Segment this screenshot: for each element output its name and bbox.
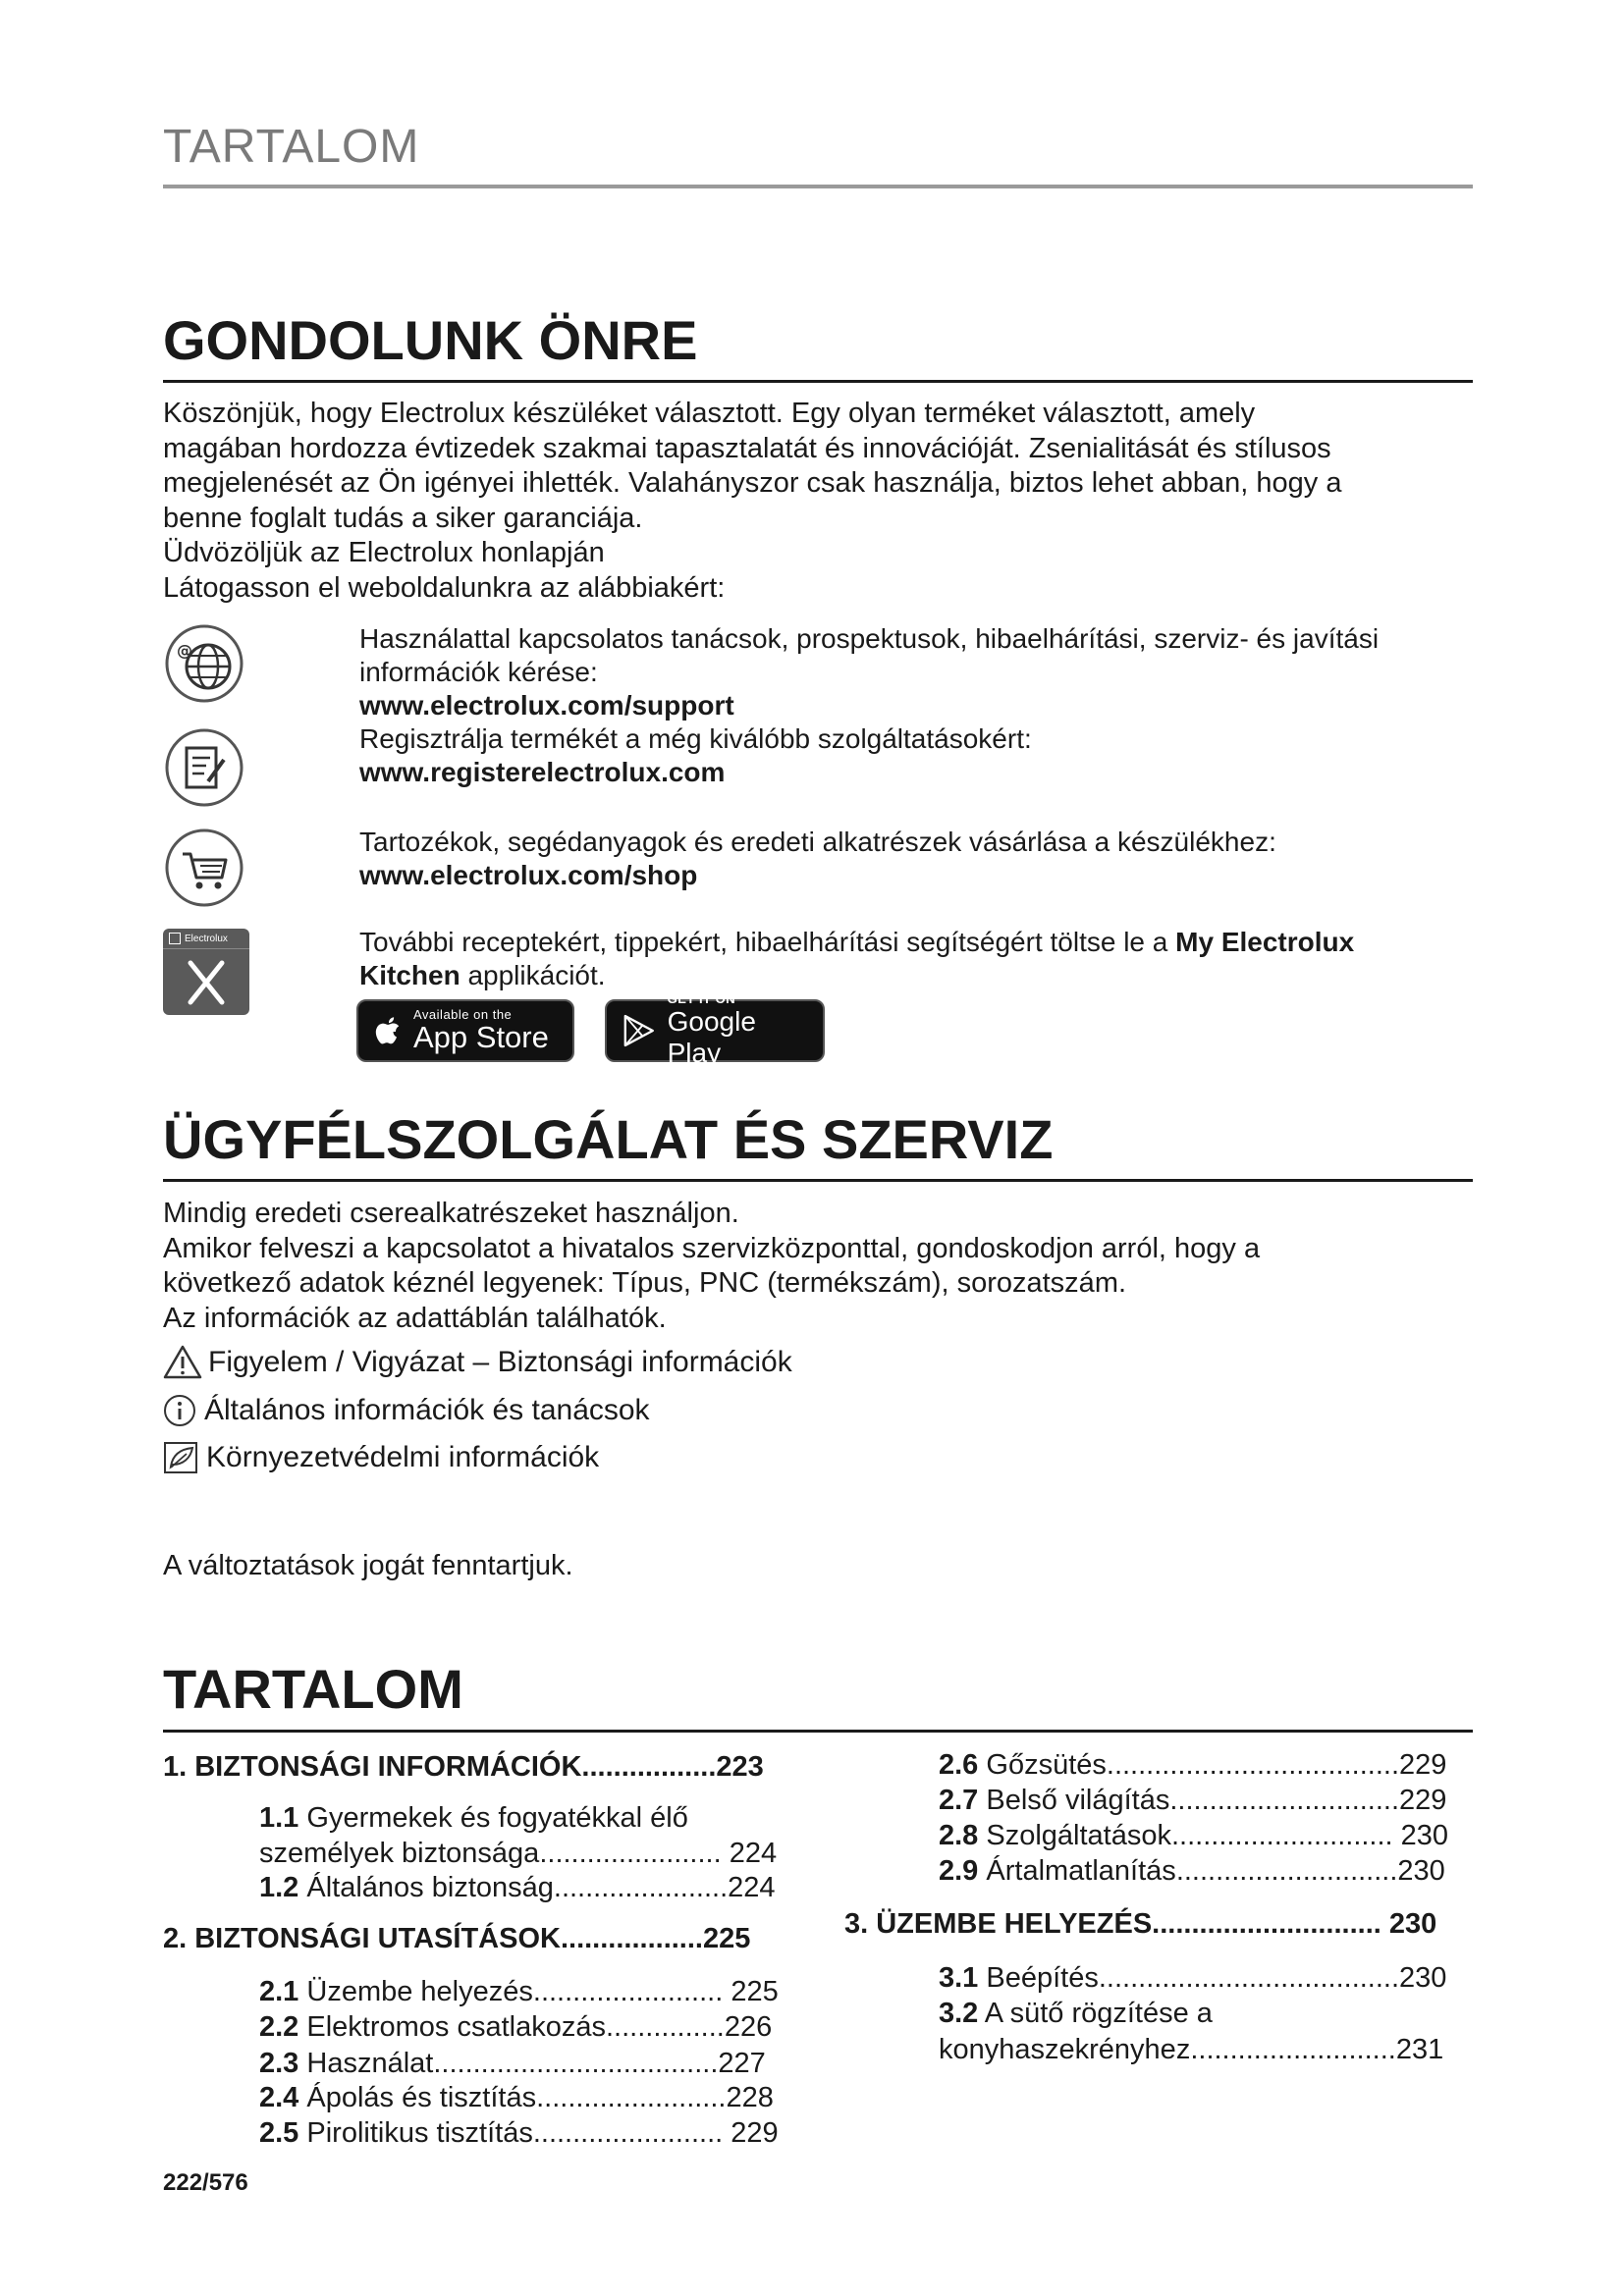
- section-divider: [163, 380, 1473, 383]
- toc-dots: .............................: [1152, 1908, 1389, 1940]
- toc-dots: ............................: [1175, 1855, 1398, 1887]
- svg-text:@: @: [177, 641, 192, 660]
- intro-line: magában hordozza évtizedek szakmai tapasztalatát és innovációját. Zsenialitását és stílusos: [163, 432, 1331, 464]
- support-info: [359, 622, 1379, 789]
- toc-item-2-1[interactable]: [259, 1976, 779, 2008]
- app-store-button[interactable]: [356, 999, 574, 1062]
- toc-dots: ..........................: [1190, 2034, 1396, 2065]
- toc-item-2-2[interactable]: [259, 2011, 772, 2044]
- toc-num: 1.2: [259, 1872, 299, 1903]
- legend-item-info: [163, 1394, 650, 1427]
- header-divider: [163, 185, 1473, 188]
- section-divider: [163, 1730, 1473, 1733]
- info-icon: [163, 1394, 196, 1427]
- page-number: 222/576: [163, 2169, 248, 2196]
- app-info: [359, 926, 1354, 992]
- app-name: Kitchen: [359, 960, 460, 990]
- toc-label: konyhaszekrényhez: [939, 2034, 1191, 2065]
- toc-label: Használat: [298, 2048, 434, 2079]
- toc-item-3-2[interactable]: [939, 1998, 1213, 2030]
- toc-page: 229: [1399, 1785, 1447, 1816]
- toc-page: 230: [1397, 1855, 1445, 1887]
- toc-title: TARTALOM: [163, 1658, 463, 1720]
- changes-note: A változtatások jogát fenntartjuk.: [163, 1550, 573, 1581]
- section-title-ugyfelszolgalat: ÜGYFÉLSZOLGÁLAT ÉS SZERVIZ: [163, 1108, 1054, 1170]
- toc-dots: ...............: [606, 2011, 725, 2043]
- service-line: következő adatok kéznél legyenek: Típus, PNC (termékszám), sorozatszám.: [163, 1267, 1127, 1299]
- intro-line: Köszönjük, hogy Electrolux készüléket választott. Egy olyan terméket választott, amely: [163, 398, 1256, 429]
- toc-dots: .....................................: [1106, 1749, 1400, 1781]
- toc-heading-2[interactable]: [163, 1923, 750, 1955]
- support-text: Használattal kapcsolatos tanácsok, prospektusok, hibaelhárítási, szerviz- és javítási: [359, 623, 1380, 654]
- toc-dots: .............................: [1169, 1785, 1400, 1816]
- toc-item-3-1[interactable]: [939, 1962, 1446, 1995]
- toc-dots: .......................: [539, 1838, 730, 1869]
- register-text: Regisztrálja termékét a még kiválóbb szolgáltatásokért:: [359, 723, 1032, 754]
- toc-label: Általános biztonság: [298, 1872, 554, 1903]
- toc-label: Gyermekek és fogyatékkal élő: [298, 1802, 688, 1834]
- toc-item-3-2-cont[interactable]: [939, 2034, 1443, 2066]
- legend-text: Általános információk és tanácsok: [204, 1394, 650, 1426]
- page-header-title: TARTALOM: [163, 121, 420, 173]
- app-store-small-text: Available on the: [413, 1007, 513, 1022]
- app-text: applikációt.: [467, 960, 606, 990]
- toc-item-2-5[interactable]: [259, 2117, 779, 2150]
- google-play-icon: [623, 1012, 656, 1049]
- toc-dots: ..................: [560, 1923, 703, 1954]
- toc-num: 2.5: [259, 2117, 299, 2149]
- toc-label: személyek biztonsága: [259, 1838, 540, 1869]
- toc-label: 2. BIZTONSÁGI UTASÍTÁSOK: [163, 1923, 561, 1954]
- toc-page: 227: [718, 2048, 766, 2079]
- toc-label: Pirolitikus tisztítás: [298, 2117, 533, 2149]
- toc-num: 2.7: [939, 1785, 979, 1816]
- toc-label: 3. ÜZEMBE HELYEZÉS: [844, 1908, 1153, 1940]
- toc-num: 2.8: [939, 1820, 979, 1851]
- intro-line: megjelenését az Ön igényei ihlették. Valahányszor csak használja, biztos lehet abban, hogy a: [163, 467, 1342, 499]
- toc-dots: ......................: [553, 1872, 729, 1903]
- toc-label: 1. BIZTONSÁGI INFORMÁCIÓK: [163, 1751, 582, 1783]
- toc-item-2-9[interactable]: [939, 1855, 1445, 1888]
- toc-page: 224: [728, 1872, 776, 1903]
- warning-icon: [163, 1345, 202, 1380]
- toc-item-2-6[interactable]: [939, 1749, 1446, 1782]
- service-line: Mindig eredeti cserealkatrészeket használjon.: [163, 1198, 739, 1229]
- toc-num: 2.9: [939, 1855, 979, 1887]
- toc-num: 1.1: [259, 1802, 299, 1834]
- toc-page: 230: [1399, 1962, 1447, 1994]
- toc-dots: ........................: [532, 2117, 731, 2149]
- support-text: információk kérése:: [359, 657, 598, 687]
- toc-dots: ......................................: [1098, 1962, 1400, 1994]
- support-link[interactable]: www.electrolux.com/support: [359, 690, 734, 721]
- toc-page: 223: [716, 1751, 764, 1783]
- toc-label: Ártalmatlanítás: [978, 1855, 1176, 1887]
- section-title-gondolunk: GONDOLUNK ÖNRE: [163, 309, 698, 371]
- toc-page: 229: [731, 2117, 779, 2149]
- google-play-small-text: GET IT ON: [667, 991, 736, 1006]
- toc-page: 226: [724, 2011, 773, 2043]
- toc-label: Gőzsütés: [978, 1749, 1107, 1781]
- toc-item-2-3[interactable]: [259, 2048, 766, 2080]
- toc-label: Elektromos csatlakozás: [298, 2011, 606, 2043]
- toc-dots: .................: [581, 1751, 717, 1783]
- legend-item-environment: [163, 1441, 599, 1474]
- legend-item-warning: [163, 1345, 792, 1380]
- shop-text: Tartozékok, segédanyagok és eredeti alkatrészek vásárlása a készülékhez:: [359, 827, 1276, 857]
- shop-info: [359, 826, 1276, 892]
- shopping-cart-icon: [163, 827, 245, 909]
- toc-item-1-2[interactable]: [259, 1872, 776, 1904]
- toc-num: 3.2: [939, 1998, 979, 2029]
- my-electrolux-kitchen-app-icon: [163, 929, 249, 1015]
- toc-page: 224: [729, 1838, 778, 1869]
- service-line: Az információk az adattáblán találhatók.: [163, 1302, 667, 1334]
- shop-link[interactable]: www.electrolux.com/shop: [359, 860, 698, 890]
- toc-page: 228: [726, 2082, 774, 2113]
- google-play-button[interactable]: [605, 991, 825, 1068]
- fork-knife-icon: [163, 949, 249, 1014]
- toc-page: 225: [731, 1976, 779, 2007]
- toc-item-1-1[interactable]: [259, 1802, 688, 1835]
- app-store-big-text: App Store: [413, 1020, 549, 1054]
- toc-item-2-4[interactable]: [259, 2082, 774, 2114]
- toc-heading-3[interactable]: [844, 1908, 1436, 1941]
- toc-num: 2.6: [939, 1749, 979, 1781]
- toc-label: Ápolás és tisztítás: [298, 2082, 537, 2113]
- leaf-icon: [163, 1441, 198, 1474]
- apple-icon: [374, 1013, 404, 1048]
- toc-num: 2.2: [259, 2011, 299, 2043]
- toc-page: 230: [1388, 1908, 1437, 1940]
- app-name: My Electrolux: [1175, 927, 1355, 957]
- toc-dots: ........................: [532, 1976, 731, 2007]
- intro-line: Üdvözöljük az Electrolux honlapján: [163, 537, 605, 568]
- intro-line: Látogasson el weboldalunkra az alábbiakért:: [163, 571, 726, 604]
- toc-num: 3.1: [939, 1962, 979, 1994]
- toc-label: Belső világítás: [978, 1785, 1170, 1816]
- toc-heading-1[interactable]: [163, 1751, 764, 1784]
- toc-label: A sütő rögzítése a: [978, 1998, 1213, 2029]
- google-play-big-text: Google Play: [667, 1006, 756, 1068]
- intro-line: benne foglalt tudás a siker garanciája.: [163, 502, 643, 534]
- toc-dots: ............................: [1171, 1820, 1401, 1851]
- legend-text: Figyelem / Vigyázat – Biztonsági információk: [208, 1346, 792, 1378]
- app-text: További receptekért, tippekért, hibaelhárítási segítségért töltse le a: [359, 927, 1168, 957]
- legend-text: Környezetvédelmi információk: [206, 1441, 600, 1473]
- toc-item-2-7[interactable]: [939, 1785, 1446, 1817]
- toc-num: 2.3: [259, 2048, 299, 2079]
- globe-icon: [163, 622, 245, 705]
- toc-dots: ........................: [536, 2082, 727, 2113]
- toc-page: 229: [1399, 1749, 1447, 1781]
- service-paragraph: [163, 1197, 1260, 1336]
- toc-item-2-8[interactable]: [939, 1820, 1448, 1852]
- toc-num: 2.1: [259, 1976, 299, 2007]
- service-line: Amikor felveszi a kapcsolatot a hivatalos szervizközponttal, gondoskodjon arról, hogy a: [163, 1232, 1261, 1264]
- toc-dots: ....................................: [433, 2048, 719, 2079]
- intro-paragraph: [163, 397, 1341, 606]
- register-form-icon: [163, 726, 245, 809]
- toc-page: 230: [1400, 1820, 1449, 1851]
- toc-label: Beépítés: [978, 1962, 1099, 1994]
- toc-num: 2.4: [259, 2082, 299, 2113]
- toc-item-1-1-cont[interactable]: [259, 1838, 777, 1870]
- section-divider: [163, 1179, 1473, 1182]
- toc-page: 225: [702, 1923, 751, 1954]
- toc-label: Üzembe helyezés: [298, 1976, 533, 2007]
- register-link[interactable]: www.registerelectrolux.com: [359, 757, 726, 787]
- app-logo-text: Electrolux: [185, 933, 228, 944]
- toc-label: Szolgáltatások: [978, 1820, 1171, 1851]
- toc-page: 231: [1395, 2034, 1444, 2065]
